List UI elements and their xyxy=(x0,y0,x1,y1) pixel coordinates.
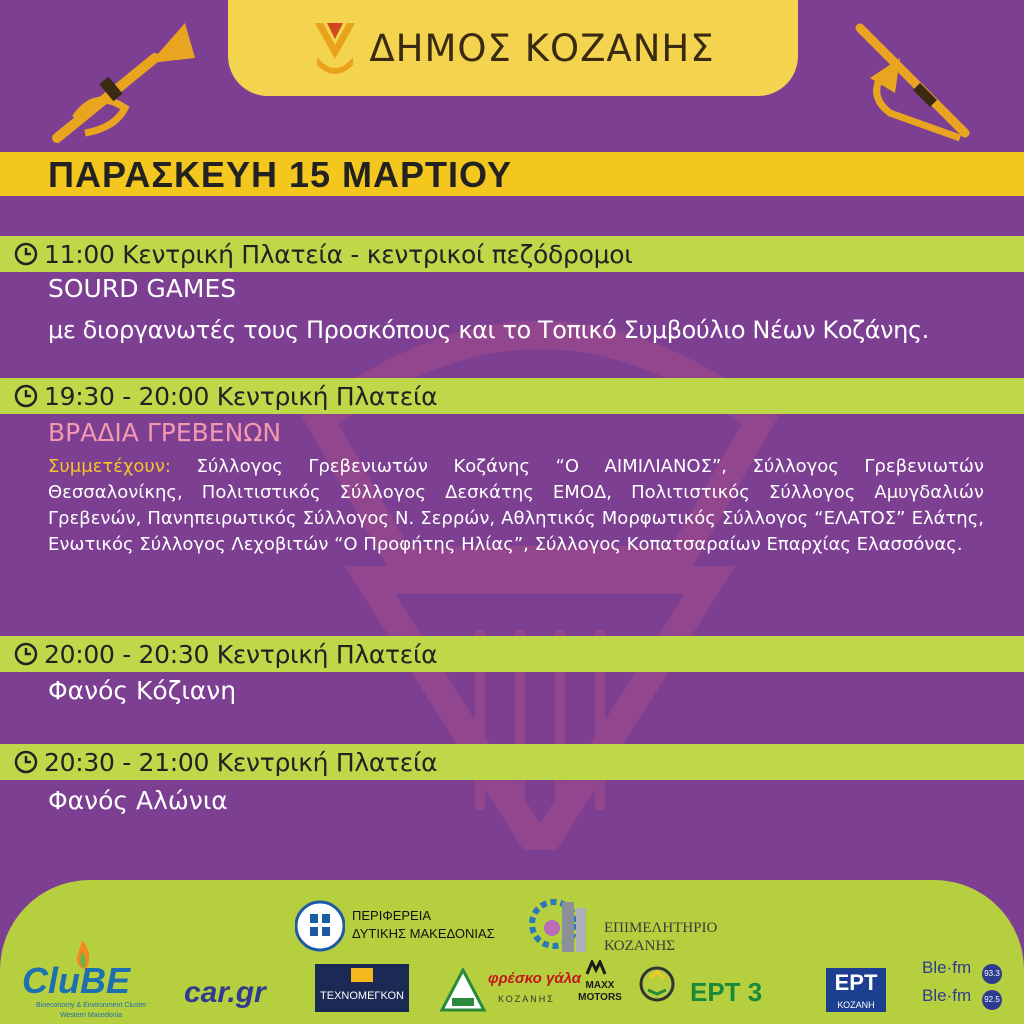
texnomegon-label: ΤΕΧΝΟΜΕΓΚΟΝ xyxy=(320,990,404,1002)
event-time-bar xyxy=(0,636,1024,672)
event-time-bar xyxy=(0,236,1024,272)
maxx-logo: MAXX MOTORS xyxy=(578,980,622,1003)
ert-logo: ΕΡΤ xyxy=(826,968,886,998)
blefm-logo-2: Ble·fm xyxy=(922,986,972,1005)
region-line1: ΠΕΡΙΦΕΡΕΙΑ xyxy=(352,908,432,923)
trumpet-icon xyxy=(45,18,195,148)
clock-icon xyxy=(14,384,38,408)
clube-subtitle: Bioeconomy & Environment Cluster xyxy=(36,1002,147,1009)
maxx-logo-icon xyxy=(585,960,607,976)
sponsors-footer xyxy=(0,880,1024,1024)
event-time: 19:30 - 20:00 Κεντρική Πλατεία xyxy=(44,381,438,411)
cargr-logo: car.gr xyxy=(184,976,266,1009)
region-line2: ΔΥΤΙΚΗΣ ΜΑΚΕΔΟΝΙΑΣ xyxy=(352,926,495,941)
milk-triangle-icon xyxy=(440,968,486,1012)
event-date: ΠΑΡΑΣΚΕΥΗ 15 ΜΑΡΤΙΟΥ xyxy=(48,154,513,195)
greek-emblem-icon xyxy=(295,898,345,954)
clock-icon xyxy=(14,642,38,666)
event-time-bar xyxy=(0,378,1024,414)
municipality-logo-icon xyxy=(311,19,359,77)
chamber-logo-icon xyxy=(528,894,596,956)
event-time: 20:30 - 21:00 Κεντρική Πλατεία xyxy=(44,747,438,777)
event-title: SOURD GAMES xyxy=(48,274,237,303)
event-title: ΒΡΑΔΙΑ ΓΡΕΒΕΝΩΝ xyxy=(48,418,282,447)
clock-icon xyxy=(14,750,38,774)
ert-sub: ΚΟΖΑΝΗ xyxy=(826,998,886,1012)
texnomegon-mark-icon xyxy=(351,968,373,982)
ert3-logo: ΕΡΤ 3 xyxy=(690,977,763,1007)
trombone-icon xyxy=(850,18,980,148)
clube-logo: CluBE xyxy=(22,960,130,1001)
fresko-sub: ΚΟΖΑΝΗΣ xyxy=(498,994,555,1004)
blefm-freq-1: 93.3 xyxy=(982,964,1002,984)
event-description: με διοργανωτές τους Προσκόπους και το Τοπικό Συμβούλιο Νέων Κοζάνης. xyxy=(48,316,929,344)
event-title: Φανός Κόζιανη xyxy=(48,676,237,705)
header-banner xyxy=(228,0,798,96)
fresko-logo: φρέσκο γάλα xyxy=(488,970,582,987)
clock-icon xyxy=(14,242,38,266)
participants-label: Συμμετέχουν: xyxy=(48,456,171,477)
municipality-name: ΔΗΜΟΣ ΚΟΖΑΝΗΣ xyxy=(369,26,715,70)
chamber-line2: ΚΟΖΑΝΗΣ xyxy=(604,938,676,954)
chamber-line1: ΕΠΙΜΕΛΗΤΗΡΙΟ xyxy=(604,920,718,936)
texnomegon-logo xyxy=(315,964,409,1012)
event-time: 11:00 Κεντρική Πλατεία - κεντρικοί πεζόδρομοι xyxy=(44,239,633,269)
blefm-freq-2: 92.5 xyxy=(982,990,1002,1010)
event-time-bar xyxy=(0,744,1024,780)
event-title: Φανός Αλώνια xyxy=(48,786,228,815)
event-participants xyxy=(48,454,984,558)
event-time: 20:00 - 20:30 Κεντρική Πλατεία xyxy=(44,639,438,669)
blefm-logo-1: Ble·fm xyxy=(922,958,972,977)
clube-subtitle2: Western Macedonia xyxy=(60,1012,123,1019)
recycling-icon xyxy=(636,964,678,1004)
participants-list: Σύλλογος Γρεβενιωτών Κοζάνης “Ο ΑΙΜΙΛΙΑΝΟΣ”, Σύλλογος Γρεβενιωτών Θεσσαλονίκης, Πολιτιστικός Σύλλογος Δεσκάτης ΕΜΟΔ, Πολιτιστικός Σύλλογος Αμυγδαλιών Γρεβενών, Πανηπειρωτικός Σύλλογος Ν. Σερρών, Αθλητικός Μορφωτικός Σύλλογος “ΕΛΑΤΟΣ” Ελάτης, Ενωτικός Σύλλογος Λεχοβιτών “Ο Προφήτης Ηλίας”, Σύλλογος Κοπατσαραίων Επαρχίας Ελασσόνας. xyxy=(48,456,984,555)
